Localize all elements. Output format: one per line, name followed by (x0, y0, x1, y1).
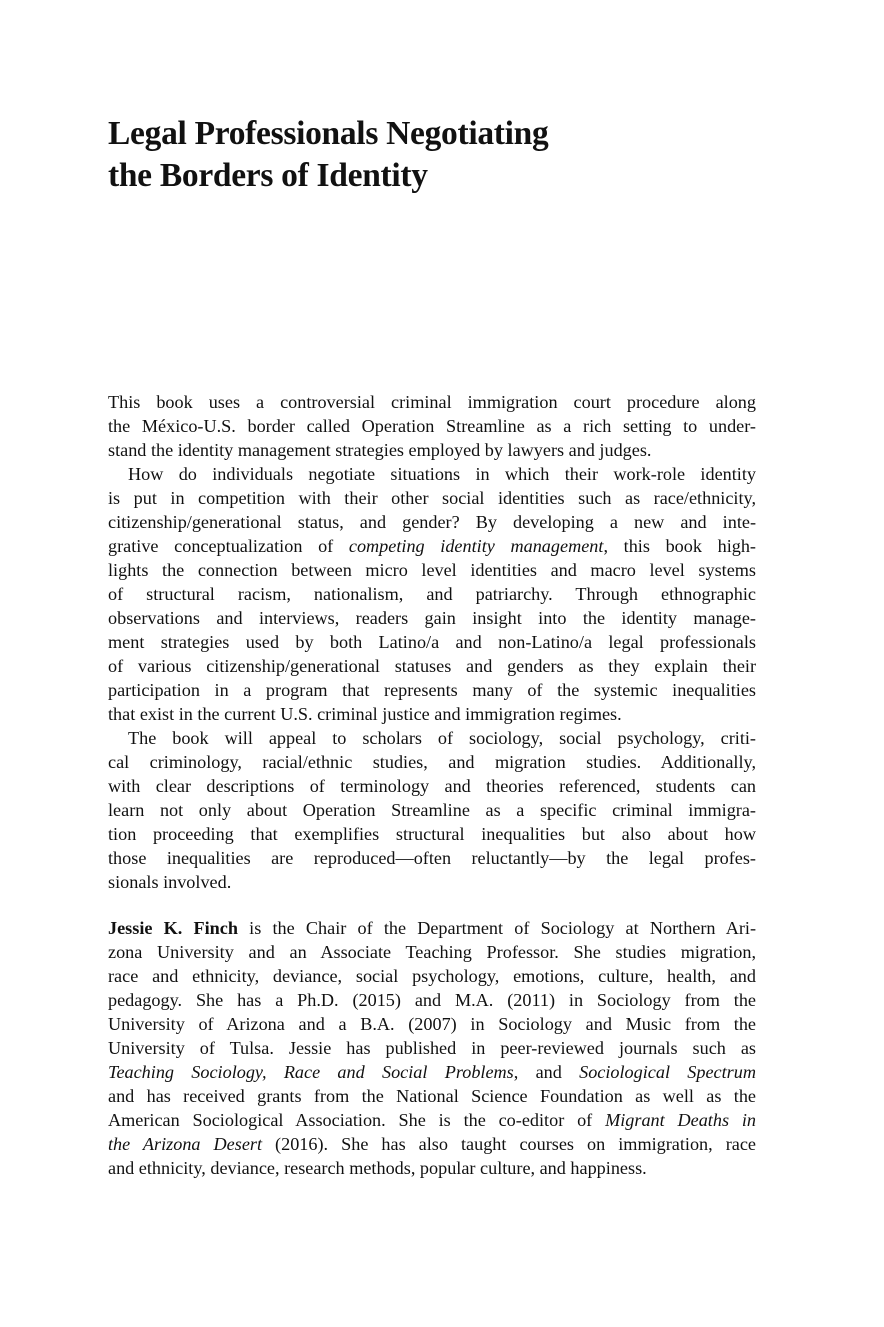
text-line: of structural racism, nationalism, and patriarchy. Through ethnographic (108, 584, 756, 604)
text-line: This book uses a controversial criminal immigration court procedure along (108, 392, 756, 412)
text-line: tion proceeding that exemplifies structural inequalities but also about how (108, 824, 756, 844)
text-line: citizenship/generational status, and gender? By developing a new and inte- (108, 512, 756, 532)
text-fragment: is the Chair of the Department of Sociology at Northern Ari- (237, 918, 756, 938)
text-line: University of Tulsa. Jessie has published in peer-reviewed journals such as (108, 1038, 756, 1058)
text-line: participation in a program that represents many of the systemic inequalities (108, 680, 756, 700)
text-line: The book will appeal to scholars of sociology, social psychology, criti- (128, 728, 756, 748)
text-line: ment strategies used by both Latino/a and non-Latino/a legal professionals (108, 632, 756, 652)
author-name: Jessie K. Finch (108, 918, 238, 938)
text-line (108, 534, 756, 558)
text-line: and has received grants from the National Science Foundation as well as the (108, 1086, 756, 1106)
title-line: Legal Professionals Negotiating (108, 115, 549, 152)
text-line (108, 1132, 756, 1156)
text-line: the México-U.S. border called Operation Streamline as a rich setting to under- (108, 416, 756, 436)
book-description (108, 390, 756, 894)
journal-title: Sociological Spectrum (579, 1062, 756, 1082)
text-line: race and ethnicity, deviance, social psychology, emotions, culture, health, and (108, 966, 756, 986)
text-line: lights the connection between micro level identities and macro level systems (108, 560, 756, 580)
text-line: learn not only about Operation Streamline as a specific criminal immigra- (108, 800, 756, 820)
text-line (108, 1108, 756, 1132)
text-line: that exist in the current U.S. criminal justice and immigration regimes. (108, 704, 622, 724)
book-title-italic: Migrant Deaths in (605, 1110, 756, 1130)
text-line: observations and interviews, readers gain insight into the identity manage- (108, 608, 756, 628)
text-line: stand the identity management strategies employed by lawyers and judges. (108, 440, 652, 460)
text-line: of various citizenship/generational statuses and genders as they explain their (108, 656, 756, 676)
author-bio (108, 916, 756, 1180)
text-line: with clear descriptions of terminology and theories referenced, students can (108, 776, 756, 796)
text-fragment: (2016). She has also taught courses on immigration, race (262, 1134, 756, 1154)
text-fragment: , this book high- (603, 536, 756, 556)
italic-term: competing identity management (348, 536, 604, 556)
text-fragment: , and (513, 1062, 580, 1082)
text-line: pedagogy. She has a Ph.D. (2015) and M.A. (2011) in Sociology from the (108, 990, 756, 1010)
journal-titles: Teaching Sociology, Race and Social Problems (108, 1062, 514, 1082)
text-fragment: grative conceptualization of (108, 536, 349, 556)
book-title (108, 113, 768, 197)
text-fragment: American Sociological Association. She is the co-editor of (108, 1110, 606, 1130)
text-line: University of Arizona and a B.A. (2007) in Sociology and Music from the (108, 1014, 756, 1034)
text-line: those inequalities are reproduced—often reluctantly—by the legal profes- (108, 848, 756, 868)
text-line: sionals involved. (108, 872, 232, 892)
text-line (108, 916, 756, 940)
text-line: and ethnicity, deviance, research methods, popular culture, and happiness. (108, 1158, 647, 1178)
text-line: is put in competition with their other social identities such as race/ethnicity, (108, 488, 756, 508)
text-line: zona University and an Associate Teaching Professor. She studies migration, (108, 942, 756, 962)
title-line: the Borders of Identity (108, 157, 428, 194)
text-line: How do individuals negotiate situations in which their work-role identity (128, 464, 756, 484)
text-line (108, 1060, 756, 1084)
book-title-italic: the Arizona Desert (108, 1134, 263, 1154)
text-line: cal criminology, racial/ethnic studies, and migration studies. Additionally, (108, 752, 756, 772)
